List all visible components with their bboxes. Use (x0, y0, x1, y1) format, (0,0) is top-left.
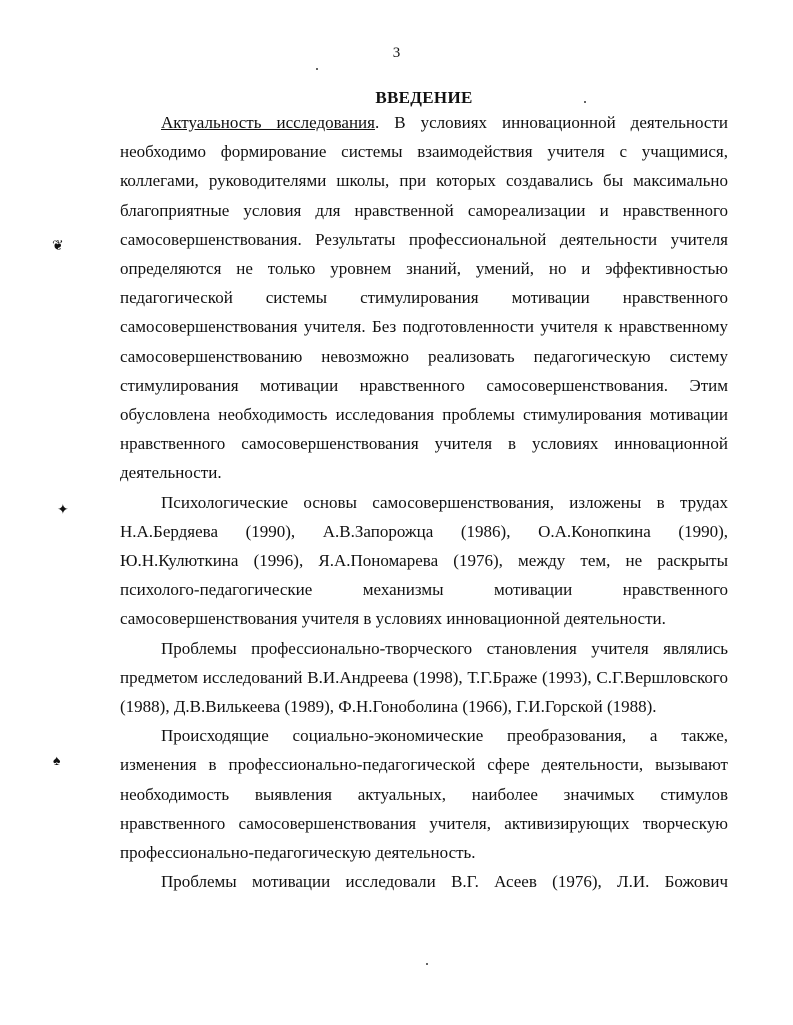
paragraph-professional-development (120, 634, 728, 722)
scan-artifact-mark: ✦ (57, 503, 69, 518)
body-text (120, 108, 728, 896)
paragraph-socio-economic-changes (120, 721, 728, 867)
scan-artifact-dot (316, 68, 318, 70)
paragraph-relevance (120, 108, 728, 488)
scan-artifact-dot (426, 963, 428, 965)
scan-artifact-mark: ❦ (52, 239, 64, 254)
scan-artifact-mark: ♠ (53, 754, 61, 769)
paragraph-motivation-research (120, 867, 728, 896)
page-number: 3 (392, 45, 401, 61)
paragraph-psychological-foundations (120, 488, 728, 634)
paragraph-text: Происходящие социально-экономические преобразования, а также, изменения в профессионально-педагогической сфере деятельности, вызывают необходимость выявления актуальных, наиболее значимых стимулов нравственного самосовершенствования учителя, активизирующих творческую профессионально-педагогическую деятельность. (120, 726, 728, 863)
paragraph-text: Психологические основы самосовершенствования, изложены в трудах Н.А.Бердяева (1990), А.В.Запорожца (1986), О.А.Конопкина (1990), Ю.Н.Кулюткина (1996), Я.А.Пономарева (1976), между тем, не раскрыты психолого-педагогические механизмы мотивации нравственного самосовершенствования учителя в условиях инновационной деятельности. (120, 492, 728, 629)
section-lead: Актуальность исследования (161, 113, 375, 132)
scan-artifact-dot (584, 101, 586, 103)
paragraph-text: . В условиях инновационной деятельности необходимо формирование системы взаимодействия учителя с учащимися, коллегами, руководителями школы, при которых создавались бы максимально благоприятные условия для нравственной самореализации и нравственного самосовершенствования. Результаты профессиональной деятельности учителя определяются не только уровнем знаний, умений, но и эффективностью педагогической системы стимулирования мотивации нравственного самосовершенствования учителя. Без подготовленности учителя к нравственному самосовершенствованию невозможно реализовать педагогическую систему стимулирования мотивации нравственного самосовершенствования. Этим обусловлена необходимость исследования проблемы стимулирования мотивации нравственного самосовершенствования учителя в условиях инновационной деятельности. (120, 113, 728, 483)
paragraph-text: Проблемы мотивации исследовали В.Г. Асеев (1976), Л.И. Божович (161, 872, 728, 892)
paragraph-text: Проблемы профессионально-творческого становления учителя являлись предметом исследований В.И.Андреева (1998), Т.Г.Браже (1993), С.Г.Вершловского (1988), Д.В.Вилькеева (1989), Ф.Н.Гоноболина (1966), Г.И.Горской (1988). (120, 638, 728, 717)
page-title: ВВЕДЕНИЕ (375, 88, 473, 107)
